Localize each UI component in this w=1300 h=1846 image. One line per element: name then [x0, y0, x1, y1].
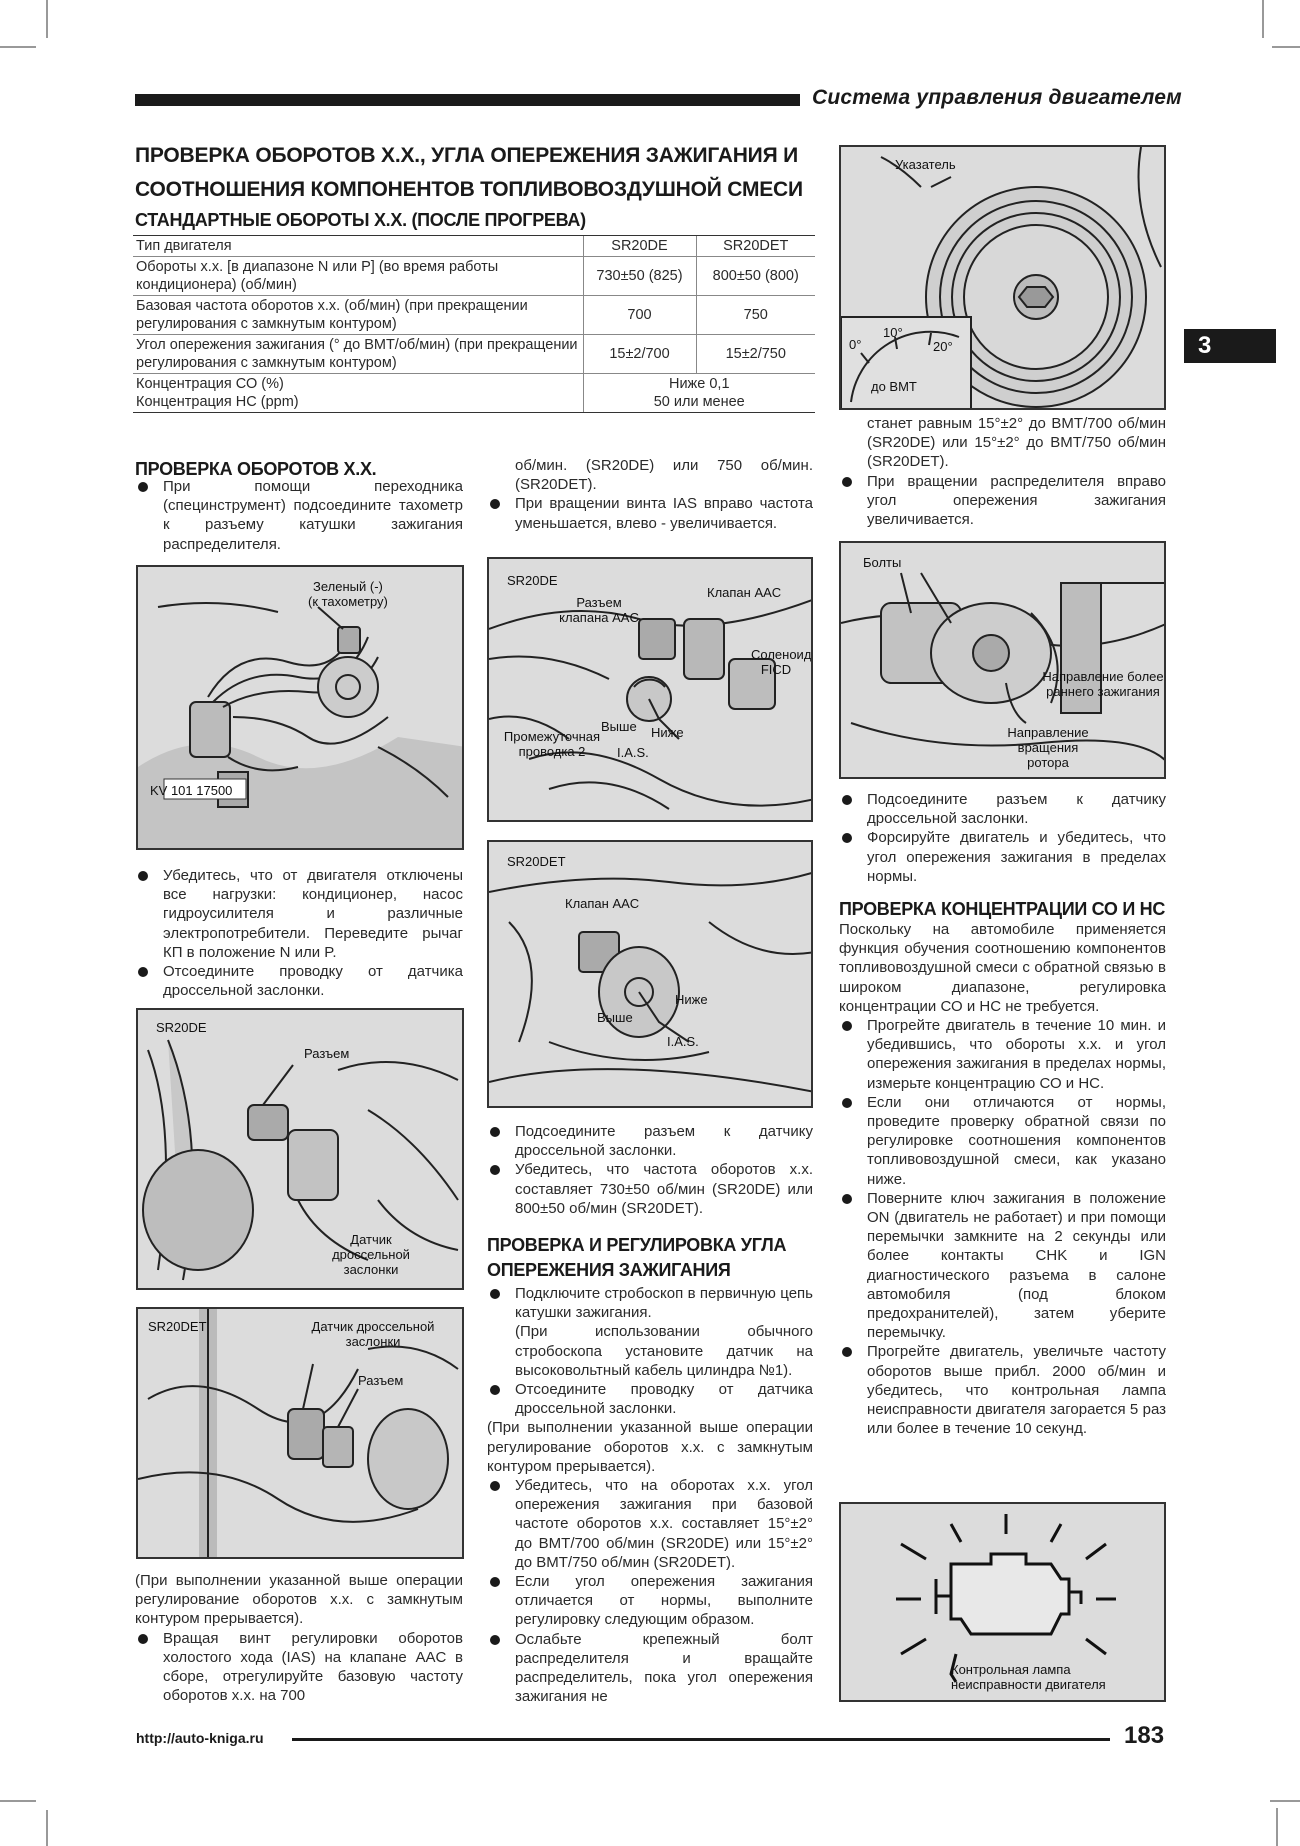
table-cell: 15±2/700	[583, 335, 696, 374]
col1-text-top	[135, 477, 463, 554]
figure-label: Направление вращения ротора	[1007, 725, 1089, 770]
figure-label: Промежуточная проводка 2	[503, 729, 601, 759]
table-cell: 750	[696, 296, 815, 335]
list-item: Убедитесь, что от двигателя отключены все нагрузки: кондиционер, насос гидроусилителя и различные электропотребители. Переведите рычаг КП в положение N или P.	[135, 866, 463, 962]
figure-distributor-bolts	[839, 541, 1166, 779]
hc-label: Концентрация НС (ppm)	[136, 394, 299, 410]
spec-table	[133, 235, 815, 413]
table-cell: Угол опережения зажигания (° до ВМТ/об/мин) (при прекращении регулирования с замкнутым контуром)	[133, 335, 583, 374]
figure-label: Клапан AAC	[565, 896, 640, 911]
crop-mark	[46, 1810, 48, 1846]
figure-label: 0°	[849, 337, 862, 352]
figure-check-engine-lamp	[839, 1502, 1166, 1702]
col1-text-mid	[135, 866, 463, 1000]
table-row	[133, 335, 815, 374]
col2-text-bottom	[487, 1284, 813, 1706]
col2-text-mid	[487, 1122, 813, 1218]
co-value: Ниже 0,1	[668, 376, 730, 392]
co-label: Концентрация СО (%)	[136, 376, 284, 392]
crop-mark	[1276, 1808, 1278, 1846]
running-header: Система управления двигателем	[812, 86, 1182, 109]
figure-aac-valve-sr20det	[487, 840, 813, 1108]
col3-text-mid	[839, 790, 1166, 886]
figure-label: Соленоид FICD	[751, 647, 812, 677]
section-heading-ignition-timing	[487, 1233, 817, 1283]
figure-label: Выше	[597, 1010, 633, 1025]
figure-label: I.A.S.	[617, 745, 649, 760]
table-header-cell: Тип двигателя	[133, 236, 583, 257]
paragraph: станет равным 15°±2° до ВМТ/700 об/мин (SR20DE) или 15°±2° до ВМТ/750 об/мин (SR20DET).	[867, 415, 1166, 471]
paragraph: (При использовании обычного стробоскопа установите датчик на высоковольтный кабель цилиндра №1).	[515, 1323, 813, 1379]
figure-illustration	[841, 147, 1166, 410]
hc-value: 50 или менее	[653, 394, 745, 410]
table-cell: 700	[583, 296, 696, 335]
figure-label-text: Зеленый (-)	[313, 579, 383, 594]
figure-label: SR20DE	[156, 1020, 207, 1035]
table-cell	[583, 374, 815, 413]
table-header-row	[133, 236, 815, 257]
list-item: Если угол опережения зажигания отличается от нормы, выполните регулировку следующим образом.	[487, 1572, 813, 1630]
list-item: Подсоедините разъем к датчику дроссельной заслонки.	[487, 1122, 813, 1160]
list-item: Вращая винт регулировки оборотов холостого хода (IAS) на клапане AAC в сборе, отрегулируйте базовую частоту оборотов х.х. на 700	[135, 1629, 463, 1706]
figure-label: Выше	[601, 719, 637, 734]
figure-label: Указатель	[895, 157, 956, 172]
figure-illustration	[489, 842, 813, 1108]
section-heading-co-hc: ПРОВЕРКА КОНЦЕНТРАЦИИ СО И НС	[839, 899, 1166, 919]
page-number: 183	[1124, 1722, 1165, 1749]
figure-label: Ниже	[651, 725, 684, 740]
table-header-cell: SR20DET	[696, 236, 815, 257]
list-item: Отсоедините проводку от датчика дроссельной заслонки.	[135, 962, 463, 1000]
list-item: При помощи переходника (специнструмент) подсоедините тахометр к разъему катушки зажигания распределителя.	[135, 477, 463, 554]
figure-throttle-sensor-sr20det	[136, 1307, 464, 1559]
table-row	[133, 374, 815, 413]
figure-timing-mark	[839, 145, 1166, 410]
list-item: При вращении распределителя вправо угол опережения зажигания увеличивается.	[839, 472, 1166, 530]
figure-illustration	[841, 543, 1166, 779]
figure-illustration	[138, 567, 464, 850]
footer-rule	[292, 1738, 1110, 1741]
table-cell: 800±50 (800)	[696, 257, 815, 296]
table-section-title: СТАНДАРТНЫЕ ОБОРОТЫ Х.Х. (ПОСЛЕ ПРОГРЕВА)	[135, 210, 586, 230]
paragraph: (При выполнении указанной выше операции регулирование оборотов х.х. с замкнутым контуром прерывается).	[487, 1419, 813, 1475]
figure-throttle-sensor-sr20de	[136, 1008, 464, 1290]
table-row	[133, 257, 815, 296]
list-item: Убедитесь, что на оборотах х.х. угол опережения зажигания при базовой частоте оборотов х.х. составляет 15°±2° до ВМТ/700 об/мин (SR20DE) или 15°±2° до ВМТ/750 об/мин (SR20DET).	[487, 1476, 813, 1572]
header-rule	[135, 94, 800, 106]
list-item: Подключите стробоскоп в первичную цепь катушки зажигания.	[487, 1284, 813, 1322]
chapter-tab: 3	[1184, 329, 1276, 363]
figure-label: SR20DET	[148, 1319, 207, 1334]
figure-label: Ниже	[675, 992, 708, 1007]
crop-mark	[1262, 0, 1264, 38]
list-item: Если они отличаются от нормы, проведите проверку обратной связи по регулировке соотношения компонентов топливовоздушной смеси, как указано ниже.	[839, 1093, 1166, 1189]
heading-line: ОПЕРЕЖЕНИЯ ЗАЖИГАНИЯ	[487, 1260, 731, 1280]
crop-mark	[0, 1800, 36, 1802]
col3-text-bottom	[839, 920, 1166, 1438]
table-cell: 730±50 (825)	[583, 257, 696, 296]
figure-label: Болты	[863, 555, 902, 570]
paragraph: об/мин. (SR20DE) или 750 об/мин. (SR20DET).	[515, 457, 813, 494]
col2-text-top	[487, 456, 813, 533]
crop-mark	[1272, 46, 1300, 48]
figure-illustration	[138, 1010, 464, 1290]
figure-label: Датчик дроссельной заслонки	[311, 1319, 435, 1349]
section-heading-idle-check: ПРОВЕРКА ОБОРОТОВ Х.Х.	[135, 459, 377, 479]
figure-label: SR20DE	[507, 573, 558, 588]
list-item: Отсоедините проводку от датчика дроссельной заслонки.	[487, 1380, 813, 1418]
list-item: Прогрейте двигатель в течение 10 мин. и убедившись, что обороты х.х. и угол опережения зажигания в пределах нормы, измерьте концентрацию СО и НС.	[839, 1016, 1166, 1093]
list-item: Форсируйте двигатель и убедитесь, что угол опережения зажигания в пределах нормы.	[839, 828, 1166, 886]
page-title-line1: ПРОВЕРКА ОБОРОТОВ Х.Х., УГЛА ОПЕРЕЖЕНИЯ ЗАЖИГАНИЯ И	[135, 144, 798, 167]
page-title-line2: СООТНОШЕНИЯ КОМПОНЕНТОВ ТОПЛИВОВОЗДУШНОЙ СМЕСИ	[135, 178, 803, 201]
figure-label: Разъем клапана AAC	[559, 595, 639, 625]
table-cell: 15±2/750	[696, 335, 815, 374]
figure-label: до ВМТ	[871, 379, 917, 394]
figure-label: KV 101 17500	[150, 783, 233, 798]
list-item: При вращении винта IAS вправо частота уменьшается, влево - увеличивается.	[487, 494, 813, 532]
table-header-cell: SR20DE	[583, 236, 696, 257]
page-title	[135, 139, 825, 207]
figure-label-text: (к тахометру)	[308, 594, 388, 609]
figure-label: SR20DET	[507, 854, 566, 869]
crop-mark	[46, 0, 48, 38]
figure-label	[308, 579, 388, 609]
table-cell	[133, 374, 583, 413]
figure-label: Датчик дроссельной заслонки	[332, 1232, 410, 1277]
figure-label: I.A.S.	[667, 1034, 699, 1049]
figure-label: Разъем	[358, 1373, 404, 1388]
col3-text-top	[839, 414, 1166, 529]
list-item: Подсоедините разъем к датчику дроссельной заслонки.	[839, 790, 1166, 828]
table-cell: Обороты х.х. [в диапазоне N или P] (во время работы кондиционера) (об/мин)	[133, 257, 583, 296]
figure-tachometer-connection	[136, 565, 464, 850]
paragraph: (При выполнении указанной выше операции регулирование оборотов х.х. с замкнутым контуром прерывается).	[135, 1572, 463, 1628]
figure-label: 20°	[933, 339, 953, 354]
figure-label: Клапан AAC	[707, 585, 782, 600]
crop-mark	[1270, 1800, 1300, 1802]
col1-text-bottom	[135, 1571, 463, 1705]
footer-url: http://auto-kniga.ru	[136, 1730, 264, 1746]
list-item: Ослабьте крепежный болт распределителя и вращайте распределитель, пока угол опережения зажигания не	[487, 1630, 813, 1707]
figure-label: Направление более раннего зажигания	[1042, 669, 1164, 699]
figure-label: 10°	[883, 325, 903, 340]
table-row	[133, 296, 815, 335]
paragraph: Поскольку на автомобиле применяется функция обучения соотношению компонентов топливовоздушной смеси с обратной связью в широком диапазоне, регулировка концентрации СО и НС не требуется.	[839, 921, 1166, 1015]
list-item: Прогрейте двигатель, увеличьте частоту оборотов выше прибл. 2000 об/мин и убедитесь, что контрольная лампа неисправности двигателя загорается 5 раз или более в течение 10 секунд.	[839, 1342, 1166, 1438]
list-item: Убедитесь, что частота оборотов х.х. составляет 730±50 об/мин (SR20DE) или 800±50 об/мин (SR20DET).	[487, 1160, 813, 1218]
figure-aac-valve-sr20de	[487, 557, 813, 822]
table-cell: Базовая частота оборотов х.х. (об/мин) (при прекращении регулирования с замкнутым контуром)	[133, 296, 583, 335]
figure-label: Контрольная лампа неисправности двигателя	[951, 1662, 1106, 1692]
crop-mark	[0, 46, 36, 48]
heading-line: ПРОВЕРКА И РЕГУЛИРОВКА УГЛА	[487, 1235, 787, 1255]
list-item: Поверните ключ зажигания в положение ON (двигатель не работает) и при помощи перемычки замкните на 2 секунды или более контакты CHK и IGN диагностического разъема в салоне автомобиля (под блоком предохранителей), затем уберите перемычку.	[839, 1189, 1166, 1343]
figure-label: Разъем	[304, 1046, 350, 1061]
